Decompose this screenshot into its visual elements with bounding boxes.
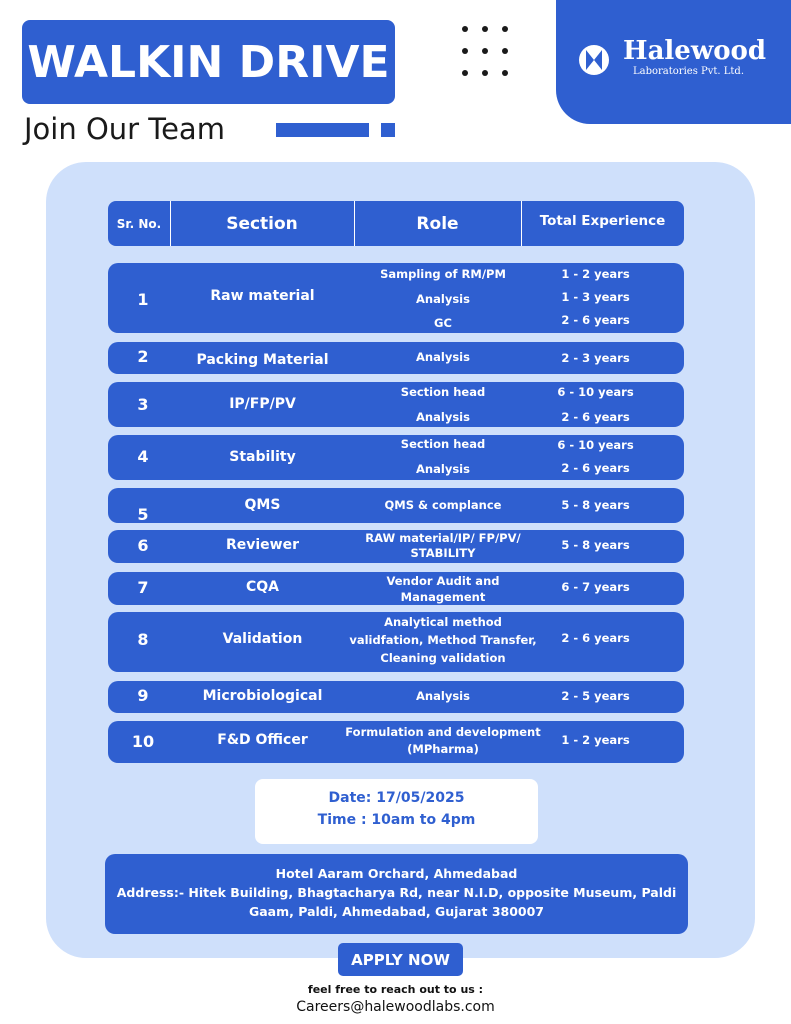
table-row — [108, 382, 684, 427]
row-role: Analysis — [416, 462, 470, 476]
table-row — [108, 721, 684, 763]
schedule-box — [255, 779, 538, 844]
row-role: Vendor Audit and — [386, 574, 500, 588]
row-number: 1 — [137, 290, 149, 309]
row-role: Section head — [400, 385, 486, 399]
row-role: (MPharma) — [407, 742, 479, 756]
row-role: STABILITY — [410, 546, 476, 560]
row-role: Analysis — [416, 292, 470, 306]
row-section: Microbiological — [202, 688, 323, 704]
row-experience: 2 - 5 years — [561, 689, 630, 703]
table-row — [108, 681, 684, 713]
row-number: 4 — [137, 447, 149, 466]
row-role: Section head — [400, 437, 486, 451]
row-section: F&D Officer — [217, 732, 308, 748]
table-row — [108, 435, 684, 480]
header-section: Section — [226, 213, 298, 234]
row-experience: 1 - 2 years — [561, 733, 630, 747]
contact-email-link[interactable]: Careers@halewoodlabs.com — [296, 999, 495, 1015]
table-row — [108, 263, 684, 333]
contact-prompt: feel free to reach out to us : — [307, 983, 484, 996]
venue-address-line1: Address:- Hitek Building, Bhagtacharya Rd, near N.I.D, opposite Museum, Paldi — [116, 885, 677, 900]
row-number: 7 — [137, 578, 149, 597]
row-section: CQA — [245, 579, 279, 595]
row-section: Stability — [229, 449, 296, 465]
row-role: GC — [434, 316, 452, 330]
row-experience: 6 - 10 years — [557, 438, 634, 452]
row-number: 8 — [137, 630, 149, 649]
row-role: Sampling of RM/PM — [380, 267, 506, 281]
row-number: 3 — [137, 395, 149, 414]
row-role: Analysis — [416, 350, 470, 364]
title-banner — [22, 20, 395, 104]
table-row — [108, 612, 684, 672]
header-sr-no: Sr. No. — [116, 216, 162, 231]
venue-address-line2: Gaam, Paldi, Ahmedabad, Gujarat 380007 — [248, 904, 544, 919]
venue-name: Hotel Aaram Orchard, Ahmedabad — [275, 866, 518, 881]
row-role: RAW material/IP/ FP/PV/ — [365, 531, 521, 545]
row-section: IP/FP/PV — [229, 396, 296, 412]
row-role: Formulation and development — [345, 725, 541, 739]
logo-name: Halewood — [623, 36, 767, 66]
venue-box — [105, 854, 688, 934]
table-row — [108, 488, 684, 523]
row-number: 5 — [137, 505, 149, 524]
row-experience: 1 - 3 years — [561, 290, 630, 304]
row-role: validfation, Method Transfer, — [349, 633, 537, 647]
row-experience: 2 - 6 years — [561, 313, 630, 327]
table-row — [108, 572, 684, 605]
table-header — [108, 201, 684, 246]
decorative-bar — [276, 123, 369, 137]
apply-now-button[interactable]: APPLY NOW — [338, 943, 463, 976]
row-section: Reviewer — [225, 537, 300, 553]
row-role: Cleaning validation — [380, 651, 506, 665]
row-role: Analysis — [416, 689, 470, 703]
table-row — [108, 530, 684, 563]
decorative-dots — [462, 26, 512, 80]
row-experience: 1 - 2 years — [561, 267, 630, 281]
table-row — [108, 342, 684, 374]
subtitle: Join Our Team — [24, 112, 225, 146]
halewood-logo-icon — [578, 44, 610, 76]
row-experience: 5 - 8 years — [561, 498, 630, 512]
row-experience: 2 - 3 years — [561, 351, 630, 365]
header-total-experience: Total Experience — [539, 213, 666, 229]
row-experience: 5 - 8 years — [561, 538, 630, 552]
page-title: WALKIN DRIVE — [27, 36, 390, 88]
row-role: Management — [400, 590, 486, 604]
row-role: Analytical method — [384, 615, 502, 629]
row-experience: 6 - 7 years — [561, 580, 630, 594]
row-number: 2 — [137, 347, 149, 366]
event-time: Time : 10am to 4pm — [317, 812, 476, 828]
logo-tagline: Laboratories Pvt. Ltd. — [633, 66, 745, 77]
decorative-square — [381, 123, 395, 137]
row-section: Raw material — [210, 288, 315, 304]
row-experience: 2 - 6 years — [561, 631, 630, 645]
row-section: QMS — [244, 497, 281, 513]
row-experience: 6 - 10 years — [557, 385, 634, 399]
row-number: 6 — [137, 536, 149, 555]
row-number: 10 — [131, 732, 155, 751]
event-date: Date: 17/05/2025 — [328, 790, 465, 806]
header-role: Role — [416, 213, 459, 234]
row-experience: 2 - 6 years — [561, 410, 630, 424]
row-section: Packing Material — [196, 352, 329, 368]
row-role: Analysis — [416, 410, 470, 424]
row-number: 9 — [137, 686, 149, 705]
row-role: QMS & complance — [384, 498, 502, 512]
row-section: Validation — [222, 631, 303, 647]
row-experience: 2 - 6 years — [561, 461, 630, 475]
